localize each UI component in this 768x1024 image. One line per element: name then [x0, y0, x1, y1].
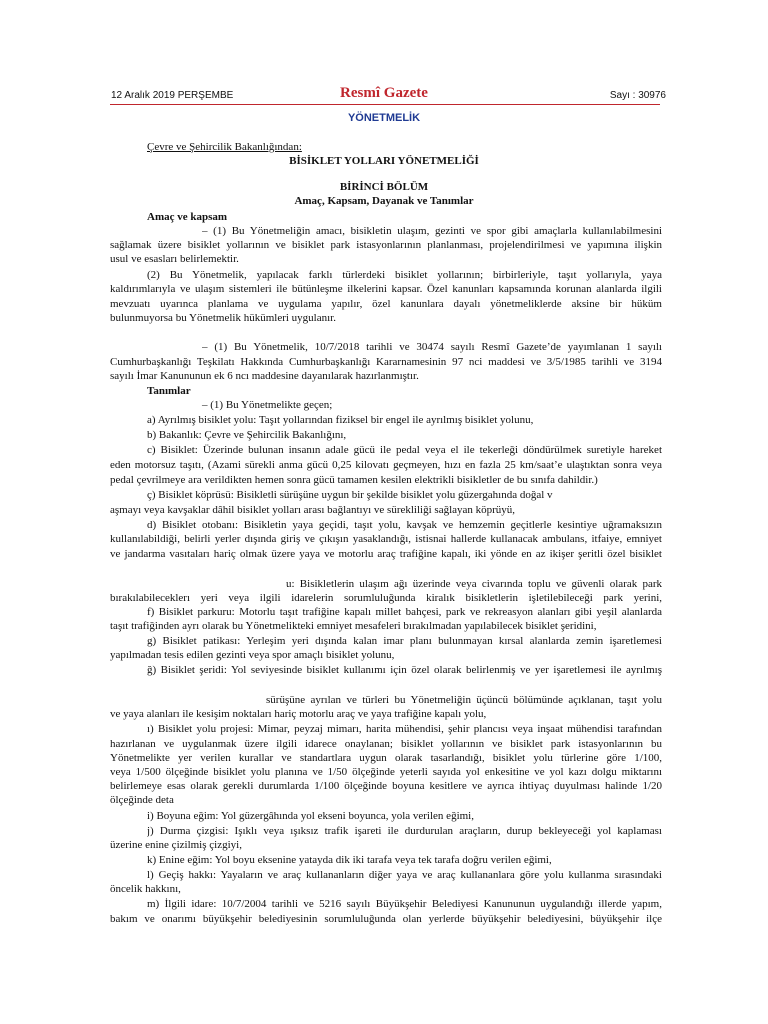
- text-line: taşıt trafiğinden ayrı olarak bu Yönetmelikteki emniyet mesafeleri bırakılmadan yapılabilecek bisiklet şeridini,: [110, 620, 597, 632]
- text-line: pedal çevrilmeye ara verildikten hemen sonra gücü tamamen kesilen elektrikli bisikletler de bu sınıfa dahildir.): [110, 474, 598, 486]
- header-date: 12 Aralık 2019 PERŞEMBE: [111, 90, 234, 101]
- text-line: Cumhurbaşkanlığı Teşkilatı Hakkında Cumhurbaşkanlığı Kararnamesinin 97 nci maddesi ve 3/5/1985 tarihli ve 3194: [110, 356, 662, 368]
- text-line: belirlemeye esas olarak gerekli durumlarda 1/100 ölçeğinde boyuna kesitlere ve ayrıca ihtiyaç duyulması halinde 1/20: [110, 780, 662, 792]
- text-line: sayılı İmar Kanununun ek 6 ncı maddesine dayanılarak hazırlanmıştır.: [110, 370, 419, 382]
- text-line: kullanılabildiği, belirli yerler dışında giriş ve çıkışın yasaklandığı, istisnai hallerde kullanacak ambulans, itfaiye, emniyet: [110, 533, 662, 545]
- definition-i: i) Boyuna eğim: Yol güzergâhında yol ekseni boyunca, yola verilen eğimi,: [147, 810, 474, 822]
- text-line: mevzuatı uyarınca planlama ve uygulama yapılır, özel kanunlara dayalı yönetmeliklerde aksine bir hüküm: [110, 298, 662, 310]
- definition-i-dotless: ı) Bisiklet yolu projesi: Mimar, peyzaj mimarı, harita mühendisi, şehir plancısı veya inşaat mühendisi tarafından: [147, 723, 662, 735]
- definition-c: c) Bisiklet: Üzerinde bulunan insanın adale gücü ile pedal veya el ile tekerleği döndürülmek suretiyle hareket: [147, 444, 662, 456]
- text-line: bırakılabileceklerı yeri veya ilgili idarelerin sorumluluğunda kiralık bisikletlerin işletilebileceği park yerini,: [110, 592, 662, 604]
- text-line: üzerine enine çizilmiş çizgiyi,: [110, 839, 242, 851]
- definition-f: f) Bisiklet parkuru: Motorlu taşıt trafiğine kapalı millet bahçesi, park ve rekreasyon alanları gibi yeşil alanlarda: [147, 606, 662, 618]
- part-subtitle: Amaç, Kapsam, Dayanak ve Tanımlar: [294, 195, 474, 207]
- definition-j: j) Durma çizgisi: Işıklı veya ışıksız trafik işareti ile durdurulan araçların, durup bekleyeceği yol kaplaması: [147, 825, 662, 837]
- text-line: ölçeğinde deta: [110, 794, 174, 806]
- definition-k: k) Enine eğim: Yol boyu eksenine yatayda dik iki tarafa veya tek tarafa doğru verilen eğimi,: [147, 854, 552, 866]
- definition-a: a) Ayrılmış bisiklet yolu: Taşıt yollarından fiziksel bir engel ile ayrılmış bisiklet yolunu,: [147, 414, 534, 426]
- definition-l: l) Geçiş hakkı: Yayaların ve araç kullananların diğer yaya ve araç kullananlara göre yolu kullanma sırasındaki: [147, 869, 662, 881]
- text-line: usul ve esasları belirlemektir.: [110, 253, 239, 265]
- ministry-line: Çevre ve Şehircilik Bakanlığından:: [147, 141, 302, 153]
- section-category: YÖNETMELİK: [347, 112, 421, 124]
- definition-e: u: Bisikletlerin ulaşım ağı üzerinde veya civarında toplu ve güvenli olarak park: [286, 578, 662, 590]
- header-divider: [110, 104, 660, 105]
- text-line: hazırlanan ve uygulanmak üzere ilgili idarece onaylanan; bisiklet yollarının ve bisiklet park istasyonlarının bu: [110, 738, 662, 750]
- gazette-title: Resmî Gazete: [340, 85, 428, 101]
- text-line: aşmayı veya kavşaklar dâhil bisiklet yolları arası bağlantıyı ve sürekliliği sağlayan köprüyü,: [110, 504, 516, 516]
- definition-g-breve: ğ) Bisiklet şeridi: Yol seviyesinde bisiklet kullanımı için özel olarak belirlenmiş ve yer işaretlemesi ile ayrılmış: [147, 664, 662, 676]
- heading-purpose: Amaç ve kapsam: [147, 211, 228, 223]
- text-line: sağlamak üzere bisiklet yollarının ve bisiklet park istasyonlarının planlanması, projelendirilmesi ve yapımına ilişkin: [110, 239, 662, 251]
- definition-d: d) Bisiklet otobanı: Bisikletin yaya geçidi, taşıt yolu, kavşak ve hemzemin geçitlerle kesintiye uğramaksızın: [147, 519, 662, 531]
- text-line: – (1) Bu Yönetmeliğin amacı, bisikletin ulaşım, gezinti ve spor gibi amaçlarla kullanılabilmesini: [202, 225, 662, 237]
- text-line: – (1) Bu Yönetmelikte geçen;: [202, 399, 333, 411]
- text-line: Yönetmelikte yer verilen kurallar ve standartlara uygun olarak tasarlandığı, bisiklet yolu türlerine göre 1/100,: [110, 752, 662, 764]
- part-title: BİRİNCİ BÖLÜM: [339, 181, 429, 193]
- definition-g: g) Bisiklet patikası: Yerleşim yeri dışında kalan imar planı bulunmayan kırsal alanlarda zemin işaretlemesi: [147, 635, 662, 647]
- issue-number: Sayı : 30976: [609, 90, 666, 101]
- text-line: ve jandarma vasıtaları hariç olmak üzere yaya ve motorlu araç trafiğine kapalı, iki yönde en az ikişer şeritli özel bisiklet: [110, 548, 662, 560]
- text-line: veya 1/500 ölçeğinde bisiklet yolu planına ve 1/50 ölçeğinde yeterli sayıda yol enkesitine ve yol kazı dolgu miktarını: [110, 766, 662, 778]
- text-line: sürüşüne ayrılan ve türleri bu Yönetmeliğin üçüncü bölümünde açıklanan, taşıt yolu: [266, 694, 662, 706]
- text-line: bulunmuyorsa bu Yönetmelik hükümleri uygulanır.: [110, 312, 336, 324]
- text-line: kaldırımlarıyla ve ulaşım sistemleri ile bütünleşme ilkelerini kapsar. Özel kanunları kapsamında korunan alanlarda ilgili: [110, 283, 662, 295]
- heading-definitions: Tanımlar: [147, 385, 191, 397]
- text-line: bakım ve onarımı büyükşehir belediyesinin sorumluluğunda olan yerlerde büyükşehir belediyesini, büyükşehir ilçe: [110, 913, 662, 925]
- text-line: eden motorsuz taşıtı, (Azami sürekli anma gücü 0,25 kilovatı geçmeyen, hızı en fazla 25 km/saat’e ulaştıktan sonra veya: [110, 459, 662, 471]
- text-line: öncelik hakkını,: [110, 883, 181, 895]
- text-line: – (1) Bu Yönetmelik, 10/7/2018 tarihli ve 30474 sayılı Resmî Gazete’de yayımlanan 1 sayılı: [202, 341, 662, 353]
- definition-c-cedilla: ç) Bisiklet köprüsü: Bisikletli sürüşüne uygun bir şekilde bisiklet yolu güzergahında doğal v: [147, 489, 553, 501]
- text-line: yapılmadan tesis edilen gezinti veya spor amaçlı bisiklet yolunu,: [110, 649, 395, 661]
- text-line: ve yaya alanları ile kesişim noktaları hariç motorlu araç ve yaya trafiğine kapalı yolu,: [110, 708, 487, 720]
- definition-m: m) İlgili idare: 10/7/2004 tarihli ve 5216 sayılı Büyükşehir Belediyesi Kanununun uygulandığı illerde yapım,: [147, 898, 662, 910]
- regulation-title: BİSİKLET YOLLARI YÖNETMELİĞİ: [289, 155, 479, 167]
- definition-b: b) Bakanlık: Çevre ve Şehircilik Bakanlığını,: [147, 429, 347, 441]
- text-line: (2) Bu Yönetmelik, yapılacak farklı türlerdeki bisiklet yollarının; birbirleriyle, taşıt yollarıyla, yaya: [147, 269, 662, 281]
